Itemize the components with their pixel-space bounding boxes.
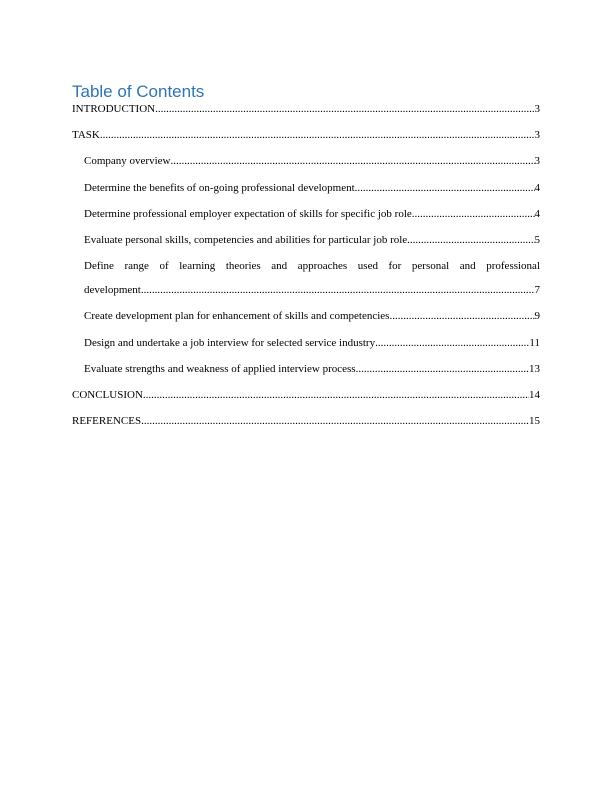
toc-entry-page: 3 [534,103,540,115]
toc-entry-page: 14 [529,388,540,401]
toc-entry-label: TASK [72,129,100,142]
toc-leader-dots [143,388,529,402]
toc-entry-page: 11 [529,336,540,349]
toc-entry-label: Company overview [84,155,171,168]
toc-entry-label-line2: development [84,284,141,297]
toc-leader-dots [412,207,535,221]
toc-entry-label: Design and undertake a job interview for selected service industry [84,336,376,349]
toc-leader-dots [141,414,529,428]
toc-leader-dots [141,283,535,297]
toc-entry-page: 3 [534,129,540,142]
toc-entry-page: 4 [534,207,540,220]
toc-entry-label-line1: Define range of learning theories and approaches used for personal and professional [84,260,540,273]
toc-entry-learning-theories[interactable] [72,259,540,297]
toc-entry-introduction[interactable] [72,102,540,116]
toc-entry-label: Determine professional employer expectation of skills for specific job role [84,207,412,220]
document-page [72,80,540,440]
toc-entry-references[interactable] [72,414,540,428]
toc-entry-benefits-professional-development[interactable] [72,181,540,195]
toc-entry-label: Determine the benefits of on-going professional development [84,181,355,194]
toc-entry-development-plan[interactable] [72,309,540,323]
toc-leader-dots [355,181,535,195]
toc-entry-second-line [84,283,540,297]
toc-leader-dots [389,309,534,323]
toc-entry-conclusion[interactable] [72,388,540,402]
toc-entry-page: 3 [534,155,540,168]
toc-entry-evaluate-personal-skills[interactable] [72,233,540,247]
toc-leader-dots [170,154,534,168]
toc-entry-page: 9 [534,310,540,323]
toc-entry-label: Create development plan for enhancement of skills and competencies [84,310,390,323]
toc-entry-label: Evaluate strengths and weakness of applied interview process [84,362,356,375]
toc-entry-interview-evaluation[interactable] [72,362,540,376]
toc-entry-task[interactable] [72,128,540,142]
toc-entry-page: 4 [534,181,540,194]
toc-list [72,102,540,428]
toc-entry-company-overview[interactable] [72,154,540,168]
toc-leader-dots [356,362,529,376]
toc-entry-page: 13 [529,362,540,375]
toc-entry-label: Evaluate personal skills, competencies and abilities for particular job role [84,233,408,246]
toc-leader-dots [155,102,534,116]
toc-entry-employer-expectation[interactable] [72,207,540,221]
toc-entry-label: CONCLUSION [72,388,143,401]
toc-entry-page: 5 [534,233,540,246]
toc-entry-job-interview[interactable] [72,336,540,350]
toc-entry-label: REFERENCES [72,415,142,428]
toc-entry-page: 15 [529,415,540,428]
toc-entry-page: 7 [534,284,540,297]
toc-leader-dots [375,336,529,350]
toc-leader-dots [100,128,535,142]
toc-title: Table of Contents [72,82,205,101]
toc-leader-dots [407,233,534,247]
toc-entry-label: INTRODUCTION [72,103,156,115]
